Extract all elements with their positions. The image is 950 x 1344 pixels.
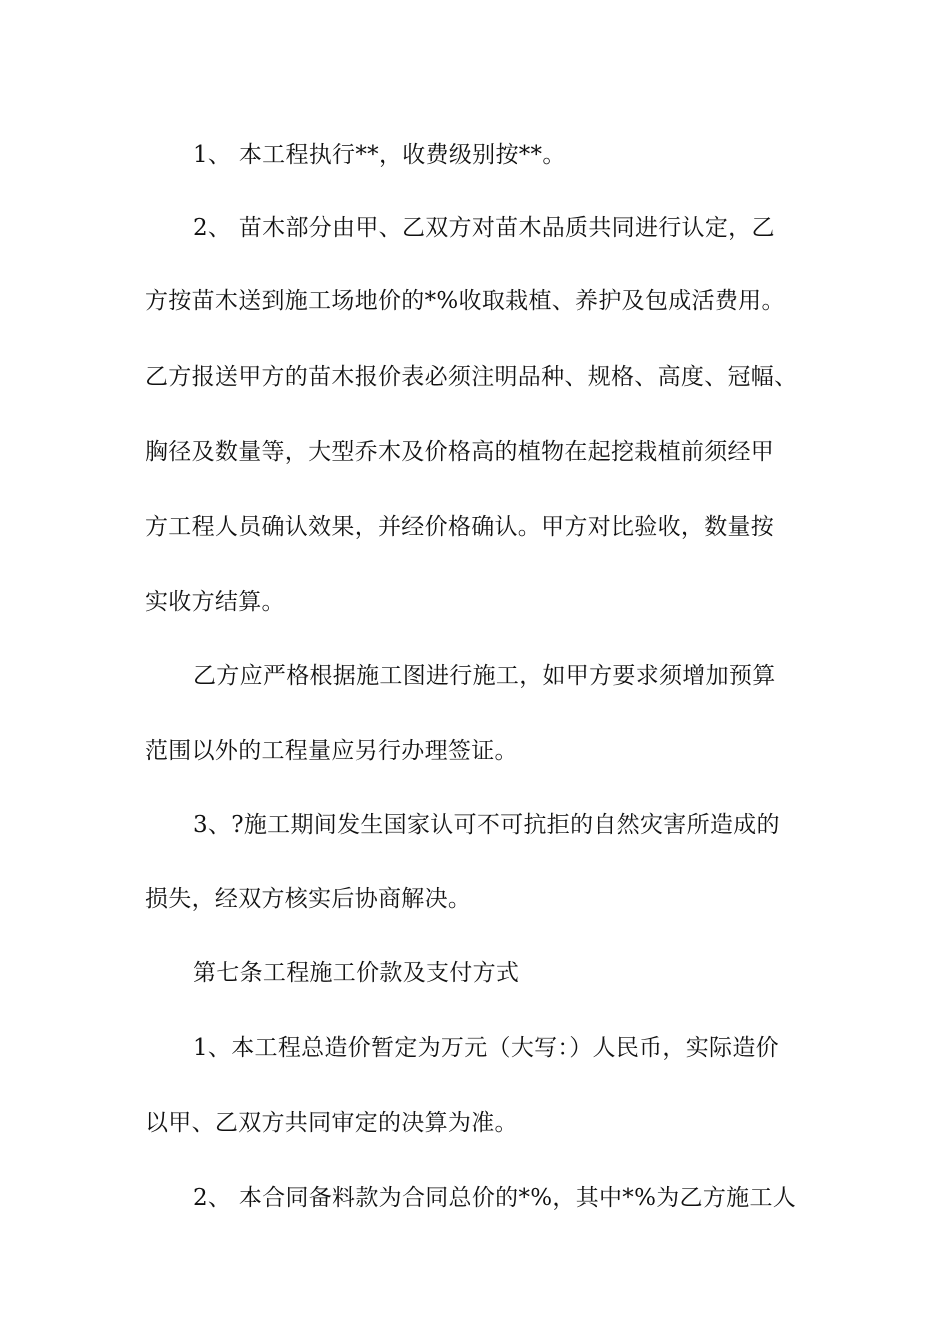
clause-2-line-6: 实收方结算。 [145,589,285,615]
clause-2-line-5: 方工程人员确认效果，并经价格确认。甲方对比验收，数量按 [145,514,775,540]
article-7-clause-1-line-1: 1、本工程总造价暂定为万元（大写：）人民币，实际造价 [193,1035,779,1061]
clause-2-line-2: 方按苗木送到施工场地价的*%收取栽植、养护及包成活费用。 [145,288,785,314]
article-7-heading: 第七条工程施工价款及支付方式 [193,960,520,986]
article-7-clause-2-line-1: 2、 本合同备料款为合同总价的*%，其中*%为乙方施工人 [193,1185,797,1211]
clause-2-line-3: 乙方报送甲方的苗木报价表必须注明品种、规格、高度、冠幅、 [145,364,798,390]
clause-1-line: 1、 本工程执行**，收费级别按**。 [193,142,566,168]
paragraph-construction-line-1: 乙方应严格根据施工图进行施工，如甲方要求须增加预算 [193,663,776,689]
clause-3-line-1: 3、?施工期间发生国家认可不可抗拒的自然灾害所造成的 [193,812,780,838]
clause-2-line-4: 胸径及数量等，大型乔木及价格高的植物在起挖栽植前须经甲 [145,439,775,465]
paragraph-construction-line-2: 范围以外的工程量应另行办理签证。 [145,738,518,764]
article-7-clause-1-line-2: 以甲、乙双方共同审定的决算为准。 [145,1110,518,1136]
clause-2-line-1: 2、 苗木部分由甲、乙双方对苗木品质共同进行认定，乙 [193,215,775,241]
clause-3-line-2: 损失，经双方核实后协商解决。 [145,886,472,912]
